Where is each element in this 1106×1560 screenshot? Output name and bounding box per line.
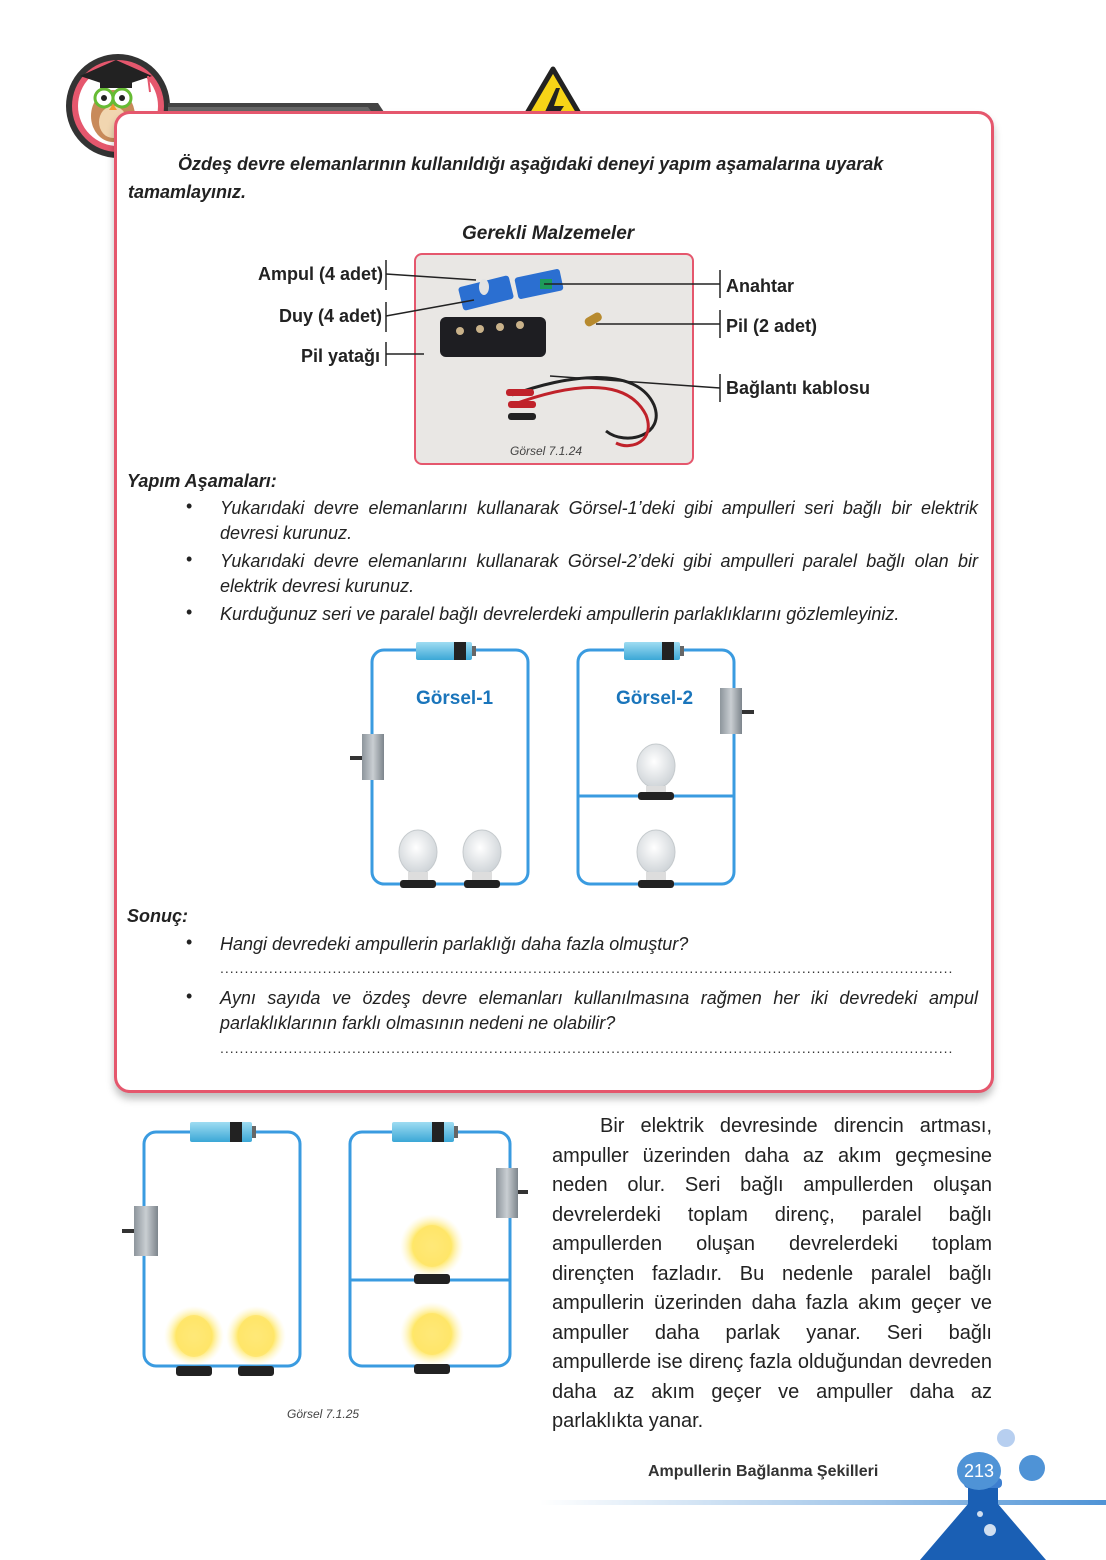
lit-bulb-icon <box>400 1302 464 1374</box>
circuit-series-diagram <box>348 636 538 898</box>
bulb-icon <box>637 830 675 888</box>
battery-icon <box>624 642 684 660</box>
label-pil: Pil (2 adet) <box>726 316 818 336</box>
circuit-2-label: Görsel-2 <box>616 688 694 709</box>
battery-icon <box>416 642 476 660</box>
right-connector-lines <box>540 268 724 408</box>
photo-caption: Görsel 7.1.24 <box>510 444 583 458</box>
bulb-icon <box>463 830 501 888</box>
circuit-1-label: Görsel-1 <box>416 688 494 709</box>
bulb-icon <box>637 744 675 800</box>
page-number: 213 <box>957 1452 1001 1490</box>
materials-title: Gerekli Malzemeler <box>462 223 635 244</box>
result-heading: Sonuç: <box>127 906 188 926</box>
answer-line-2[interactable]: ...................................................................................................................................................... <box>220 1040 954 1056</box>
step-bullet-2: • <box>186 549 193 569</box>
result-bullet-1: • <box>186 932 193 952</box>
steps-heading: Yapım Aşamaları: <box>127 471 277 491</box>
footer-flask-decoration <box>920 1424 1106 1560</box>
lit-bulb-icon <box>400 1214 464 1284</box>
label-ampul: Ampul (4 adet) <box>258 264 384 284</box>
step-bullet-3: • <box>186 602 193 622</box>
bulb-icon <box>399 830 437 888</box>
switch-icon <box>720 688 754 734</box>
label-anahtar: Anahtar <box>726 276 795 296</box>
battery-icon <box>392 1122 458 1142</box>
step-3: Kurduğunuz seri ve paralel bağlı devrelerdeki ampullerin parlaklıklarını gözlemleyiniz. <box>220 604 900 624</box>
answer-line-1[interactable]: ...................................................................................................................................................... <box>220 960 954 976</box>
intro-text: Özdeş devre elemanlarının kullanıldığı aşağıdaki deneyi yapım aşamalarına uyarak tamamlayınız. <box>128 154 884 202</box>
switch-icon <box>122 1206 158 1256</box>
step-1: Yukarıdaki devre elemanlarını kullanarak Görsel-1’deki gibi ampulleri seri bağlı bir elektrik devresi kurunuz. <box>220 498 978 543</box>
figure-caption: Görsel 7.1.25 <box>287 1407 360 1421</box>
label-duy: Duy (4 adet) <box>279 306 383 326</box>
footer-title: Ampullerin Bağlanma Şekilleri <box>648 1463 879 1480</box>
switch-icon <box>496 1168 528 1218</box>
lit-series-circuit <box>120 1116 310 1382</box>
result-bullet-2: • <box>186 986 193 1006</box>
lit-parallel-circuit <box>340 1116 530 1382</box>
battery-icon <box>190 1122 256 1142</box>
label-pil-yatagi: Pil yatağı <box>301 346 381 366</box>
explanation-paragraph: Bir elektrik devresinde direncin artması, ampuller üzerinden daha az akım geçmesine neden olur. Seri bağlı ampullerden oluşan devrelerdeki toplam direnç, paralel bağlı ampullerden oluşan devrelerdeki toplam dirençten fazladır. Bu nedenle paralel bağlı ampullerin üzerinden daha fazla akım geçer ve ampuller daha parlak yanar. Seri bağlı ampullerde ise direnç fazla olduğundan devreden daha az akım geçer ve ampuller daha az parlaklıkta yanar. <box>552 1115 992 1432</box>
switch-icon <box>350 734 384 780</box>
step-2: Yukarıdaki devre elemanlarını kullanarak Görsel-2’deki gibi ampulleri paralel bağlı olan bir elektrik devresi kurunuz. <box>220 551 978 596</box>
step-bullet-1: • <box>186 496 193 516</box>
label-baglanti-kablosu: Bağlantı kablosu <box>726 378 871 398</box>
result-question-1: Hangi devredeki ampullerin parlaklığı daha fazla olmuştur? <box>220 934 689 954</box>
result-question-2: Aynı sayıda ve özdeş devre elemanları kullanılmasına rağmen her iki devredeki ampul parlaklıklarının farklı olmasının nedeni ne olabilir? <box>220 988 978 1033</box>
circuit-parallel-diagram <box>568 636 764 898</box>
left-connector-lines <box>384 258 484 368</box>
